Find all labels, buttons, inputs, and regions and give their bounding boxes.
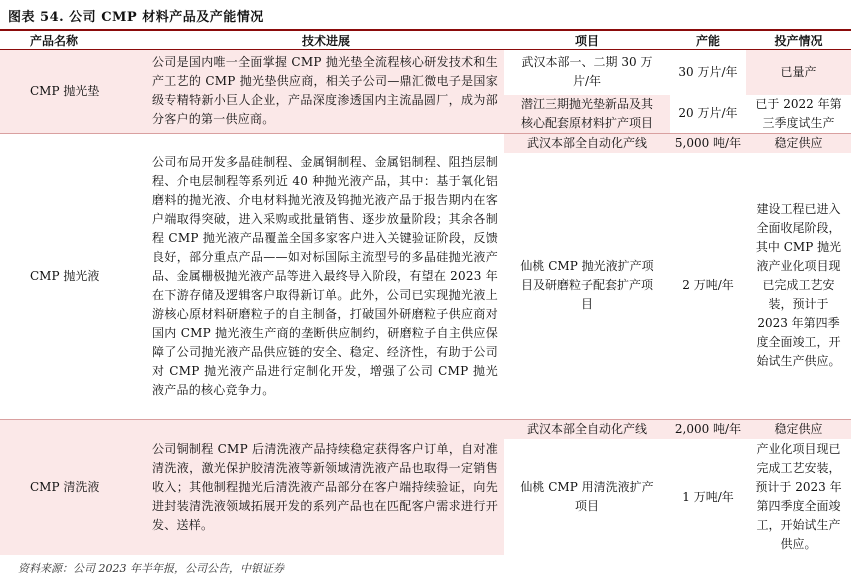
project-cell: 仙桃 CMP 抛光液扩产项 目及研磨粒子配套扩产项 目: [520, 259, 654, 312]
table-row: [0, 50, 851, 95]
cmp-products-table: [0, 31, 851, 555]
product-name-pad: CMP 抛光垫: [0, 50, 148, 134]
project-cell: 武汉本部一、二期 30 万 片/年: [521, 55, 653, 89]
project-cell: 武汉本部全自动化产线: [504, 419, 670, 439]
status-cell: 已量产: [746, 50, 851, 95]
table-row: [0, 133, 851, 153]
header-project: 项目: [504, 31, 670, 50]
tech-progress-pad: 公司是国内唯一全面掌握 CMP 抛光垫全流程核心研发技术和生产工艺的 CMP 抛光垫供应商，相关子公司—鼎汇微电子是国家级专精特新小巨人企业，产品深度渗透国内主流晶圆厂，成为部分客户的第一供应商。: [148, 50, 504, 134]
status-cell: 稳定供应: [746, 133, 851, 153]
status-cell: 产业化项目现已 完成工艺安装， 预计于 2023 年 第四季度全面竣 工，开始试生产 供应。: [755, 442, 842, 551]
tech-progress-clean: 公司铜制程 CMP 后清洗液产品持续稳定获得客户订单，自对准清洗液，激光保护胶清洗液等新领域清洗液产品也取得一定销售收入；其他制程抛光后清洗液产品部分在客户端持续验证，向先进封装清洗液领域拓展开发的系列产品也在匹配客户需求进行开发、送样。: [148, 419, 504, 555]
table-row: [0, 419, 851, 439]
capacity-cell: 2 万吨/年: [682, 278, 734, 293]
capacity-cell: 2,000 吨/年: [670, 419, 746, 439]
product-name-clean: CMP 清洗液: [0, 419, 148, 555]
status-cell: 建设工程已进入 全面收尾阶段， 其中 CMP 抛光 液产业化项目现 已完成工艺安 装，预计于 2023 年第四季 度全面竣工，开 始试生产供应。: [755, 202, 842, 369]
header-capacity: 产能: [670, 31, 746, 50]
project-cell: 仙桃 CMP 用清洗液扩产 项目: [520, 480, 654, 513]
header-name: 产品名称: [0, 31, 148, 50]
project-cell: 潜江三期抛光垫新品及其 核心配套原材料扩产项目: [504, 95, 670, 134]
header-status: 投产情况: [746, 31, 851, 50]
figure-title: 图表 54. 公司 CMP 材料产品及产能情况: [8, 10, 264, 25]
header-row: [0, 31, 851, 50]
status-cell: 稳定供应: [746, 419, 851, 439]
capacity-cell: 20 万片/年: [678, 106, 738, 120]
tech-progress-slurry: 公司布局开发多晶硅制程、金属铜制程、金属铝制程、阻挡层制程、介电层制程等系列近 40 种抛光液产品，其中：基于氧化铝磨料的抛光液、介电材料抛光液及钨抛光液产品于报告期内在客户端取得突破，进入采购或批量销售、逐步放量阶段；其余各制程 CMP 抛光液产品覆盖全国多家客户进入关键验证阶段，反馈良好，部分重点产品——如对标国际主流型号的多晶硅抛光液产品、金属栅极抛光液产品等进入最终导入阶段，有望在 2023 年在下游存储及逻辑客户取得新订单。此外，公司已实现抛光液上游核心原材料研磨粒子的自主制备，打破国外研磨粒子供应商对国内 CMP 抛光液生产商的垄断供应制约，研磨粒子自主供应保障了公司抛光液产品供应链的安全、稳定、经济性，有助于公司对 CMP 抛光液产品进行定制化开发，增强了公司 CMP 抛光液产品的核心竞争力。: [148, 133, 504, 419]
capacity-cell: 1 万吨/年: [682, 489, 734, 504]
project-cell: 武汉本部全自动化产线: [504, 133, 670, 153]
capacity-cell: 30 万片/年: [678, 64, 738, 79]
header-tech: 技术进展: [148, 31, 504, 50]
status-cell: 已于 2022 年第 三季度试生产: [755, 96, 842, 130]
product-name-slurry: CMP 抛光液: [0, 133, 148, 419]
source-note: 资料来源：公司 2023 年半年报，公司公告，中银证券: [18, 562, 284, 575]
capacity-cell: 5,000 吨/年: [670, 133, 746, 153]
